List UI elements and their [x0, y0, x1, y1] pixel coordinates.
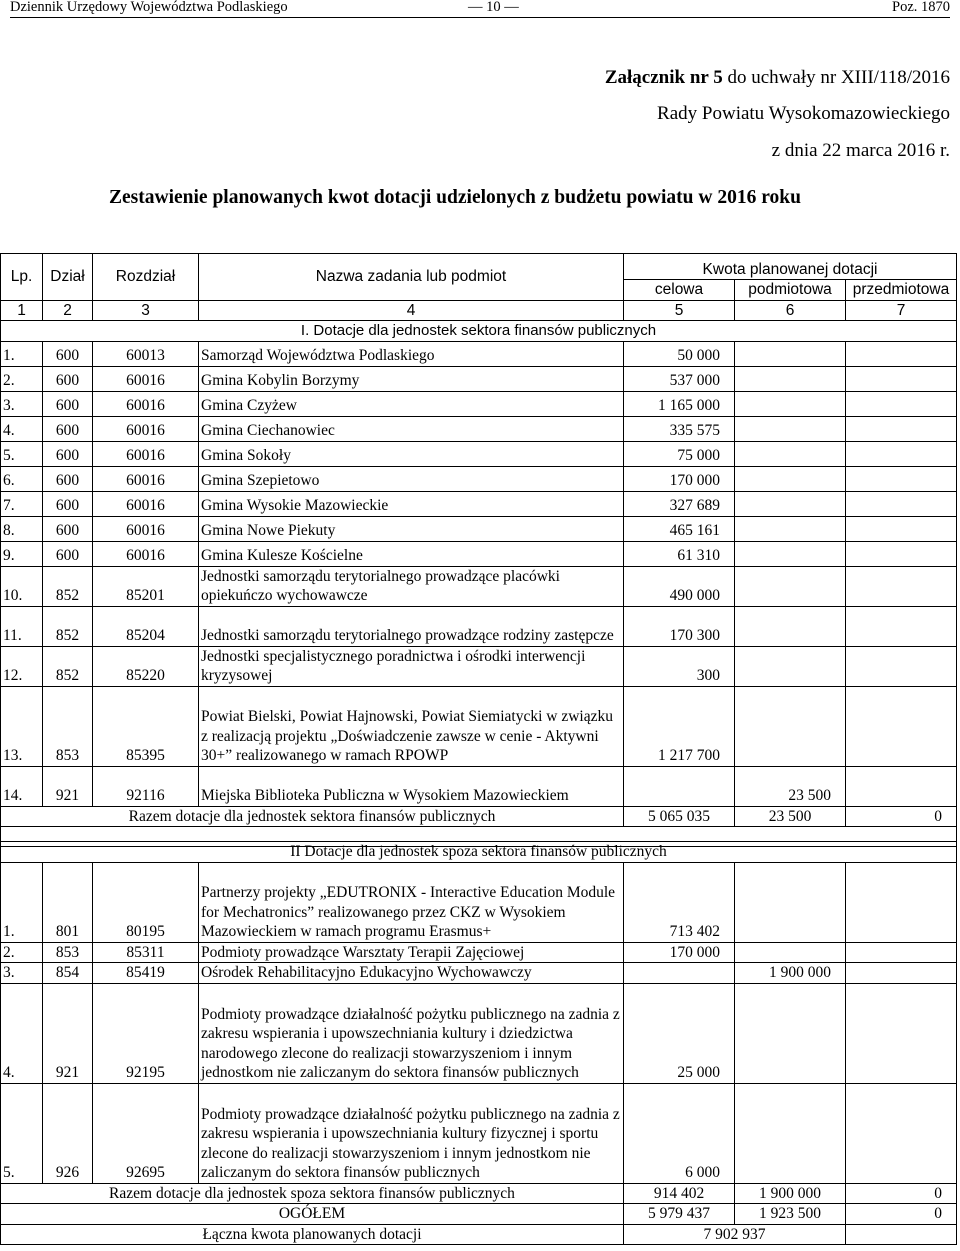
rozdzial-cell: 60016 [93, 416, 199, 441]
podmiotowa-cell [735, 862, 846, 942]
table-row [1, 942, 957, 963]
podmiotowa-cell [735, 491, 846, 516]
nazwa-cell: Samorząd Województwa Podlaskiego [199, 341, 624, 366]
col-lp: Lp. [1, 254, 43, 301]
col-number: 3 [93, 300, 199, 321]
lp-cell: 12. [1, 646, 43, 686]
celowa-cell: 170 000 [624, 466, 735, 491]
podmiotowa-cell [735, 566, 846, 606]
table-row [1, 541, 957, 566]
rozdzial-cell: 60016 [93, 366, 199, 391]
przedmiotowa-cell [846, 862, 957, 942]
annex-line-2: Rady Powiatu Wysokomazowieckiego [657, 103, 950, 124]
przedmiotowa-cell [846, 466, 957, 491]
annex-number: Załącznik nr 5 [604, 67, 723, 88]
celowa-cell: 170 300 [624, 606, 735, 646]
podmiotowa-cell [735, 441, 846, 466]
dzial-cell: 921 [43, 766, 93, 806]
celowa-cell: 6 000 [624, 1083, 735, 1183]
combined-total-row [1, 1224, 957, 1245]
dzial-cell: 801 [43, 862, 93, 942]
column-numbers-row [1, 300, 957, 321]
nazwa-cell: Gmina Kobylin Borzymy [199, 366, 624, 391]
lp-cell: 2. [1, 942, 43, 963]
celowa-cell: 1 165 000 [624, 391, 735, 416]
col-rozdzial: Rozdział [93, 254, 199, 301]
grand-total-row [1, 1204, 957, 1225]
table-header-row [1, 254, 957, 280]
celowa-cell: 25 000 [624, 983, 735, 1083]
nazwa-cell: Ośrodek Rehabilitacyjno Edukacyjno Wychowawczy [199, 963, 624, 984]
section-1-total-row [1, 806, 957, 827]
lp-cell: 1. [1, 341, 43, 366]
lp-cell: 8. [1, 516, 43, 541]
table-row [1, 366, 957, 391]
table-row [1, 766, 957, 806]
celowa-cell: 713 402 [624, 862, 735, 942]
col-number: 6 [735, 300, 846, 321]
col-przedmiotowa: przedmiotowa [846, 280, 957, 301]
nazwa-cell: Podmioty prowadzące Warsztaty Terapii Zajęciowej [199, 942, 624, 963]
nazwa-cell: Gmina Ciechanowiec [199, 416, 624, 441]
dzial-cell: 600 [43, 341, 93, 366]
position-number: Poz. 1870 [892, 0, 950, 15]
grants-table-section-2 [0, 841, 957, 1245]
lp-cell: 7. [1, 491, 43, 516]
rozdzial-cell: 85395 [93, 686, 199, 766]
section-2-total-row [1, 1183, 957, 1204]
journal-name: Dziennik Urzędowy Województwa Podlaskiego [10, 0, 288, 15]
rozdzial-cell: 80195 [93, 862, 199, 942]
przedmiotowa-cell [846, 963, 957, 984]
dzial-cell: 600 [43, 441, 93, 466]
podmiotowa-cell: 23 500 [735, 766, 846, 806]
przedmiotowa-cell [846, 983, 957, 1083]
lp-cell: 10. [1, 566, 43, 606]
grand-total-podmiotowa: 1 923 500 [735, 1204, 846, 1225]
document-title: Zestawienie planowanych kwot dotacji udzielonych z budżetu powiatu w 2016 roku [109, 187, 801, 208]
podmiotowa-cell [735, 942, 846, 963]
rozdzial-cell: 92695 [93, 1083, 199, 1183]
rozdzial-cell: 60016 [93, 441, 199, 466]
lp-cell: 13. [1, 686, 43, 766]
table-row [1, 391, 957, 416]
combined-total-label: Łączna kwota planowanych dotacji [1, 1224, 624, 1245]
nazwa-cell: Jednostki specjalistycznego poradnictwa i ośrodki interwencji kryzysowej [199, 646, 624, 686]
lp-cell: 6. [1, 466, 43, 491]
nazwa-cell: Gmina Szepietowo [199, 466, 624, 491]
podmiotowa-cell [735, 516, 846, 541]
table-row [1, 341, 957, 366]
lp-cell: 11. [1, 606, 43, 646]
section-1-total-podmiotowa: 23 500 [735, 806, 846, 827]
table-row [1, 441, 957, 466]
table-row [1, 416, 957, 441]
podmiotowa-cell [735, 416, 846, 441]
lp-cell: 3. [1, 391, 43, 416]
section-2-total-podmiotowa: 1 900 000 [735, 1183, 846, 1204]
dzial-cell: 600 [43, 366, 93, 391]
annex-resolution: do uchwały nr XIII/118/2016 [722, 67, 950, 88]
rozdzial-cell: 92116 [93, 766, 199, 806]
przedmiotowa-cell [846, 942, 957, 963]
col-celowa: celowa [624, 280, 735, 301]
table-row [1, 963, 957, 984]
table-row [1, 983, 957, 1083]
rozdzial-cell: 85201 [93, 566, 199, 606]
rozdzial-cell: 60013 [93, 341, 199, 366]
dzial-cell: 600 [43, 391, 93, 416]
section-2-total-label: Razem dotacje dla jednostek spoza sektora finansów publicznych [1, 1183, 624, 1204]
rozdzial-cell: 85419 [93, 963, 199, 984]
dzial-cell: 600 [43, 416, 93, 441]
dzial-cell: 852 [43, 566, 93, 606]
page-header [10, 0, 950, 18]
podmiotowa-cell [735, 466, 846, 491]
rozdzial-cell: 60016 [93, 516, 199, 541]
celowa-cell: 1 217 700 [624, 686, 735, 766]
lp-cell: 3. [1, 963, 43, 984]
przedmiotowa-cell [846, 391, 957, 416]
dzial-cell: 600 [43, 466, 93, 491]
section-1-title: I. Dotacje dla jednostek sektora finansów publicznych [1, 321, 957, 342]
col-number: 2 [43, 300, 93, 321]
rozdzial-cell: 60016 [93, 466, 199, 491]
podmiotowa-cell [735, 983, 846, 1083]
rozdzial-cell: 85204 [93, 606, 199, 646]
lp-cell: 4. [1, 416, 43, 441]
przedmiotowa-cell [846, 686, 957, 766]
przedmiotowa-cell [846, 606, 957, 646]
podmiotowa-cell [735, 341, 846, 366]
celowa-cell: 170 000 [624, 942, 735, 963]
section-1-rows [1, 341, 957, 806]
col-number: 7 [846, 300, 957, 321]
table-row [1, 516, 957, 541]
dzial-cell: 921 [43, 983, 93, 1083]
nazwa-cell: Jednostki samorządu terytorialnego prowadzące rodziny zastępcze [199, 606, 624, 646]
lp-cell: 2. [1, 366, 43, 391]
dzial-cell: 852 [43, 606, 93, 646]
table-row [1, 862, 957, 942]
podmiotowa-cell [735, 391, 846, 416]
rozdzial-cell: 60016 [93, 391, 199, 416]
section-title-row [1, 842, 957, 863]
przedmiotowa-cell [846, 516, 957, 541]
przedmiotowa-cell [846, 646, 957, 686]
table-row [1, 606, 957, 646]
przedmiotowa-cell [846, 541, 957, 566]
grand-total-przedmiotowa: 0 [846, 1204, 957, 1225]
nazwa-cell: Podmioty prowadzące działalność pożytku publicznego na zadnia z zakresu wspierania i upowszechniania kultury fizycznej i sportu zlecone do realizacji stowarzyszeniom i innym jednostkom nie zaliczanym do sektora finansów publicznych [199, 1083, 624, 1183]
dzial-cell: 600 [43, 491, 93, 516]
grand-total-celowa: 5 979 437 [624, 1204, 735, 1225]
col-number: 4 [199, 300, 624, 321]
rozdzial-cell: 60016 [93, 541, 199, 566]
rozdzial-cell: 60016 [93, 491, 199, 516]
celowa-cell [624, 766, 735, 806]
dzial-cell: 852 [43, 646, 93, 686]
table-row [1, 686, 957, 766]
section-1-total-label: Razem dotacje dla jednostek sektora finansów publicznych [1, 806, 624, 827]
nazwa-cell: Gmina Czyżew [199, 391, 624, 416]
celowa-cell: 75 000 [624, 441, 735, 466]
dzial-cell: 853 [43, 686, 93, 766]
annex-line-1 [605, 67, 950, 89]
table-row [1, 466, 957, 491]
przedmiotowa-cell [846, 491, 957, 516]
podmiotowa-cell [735, 646, 846, 686]
nazwa-cell: Powiat Bielski, Powiat Hajnowski, Powiat Siemiatycki w związku z realizacją projektu „Doświadczenie zawsze w cenie - Aktywni 30+” realizowanego w ramach RPOWP [199, 686, 624, 766]
lp-cell: 1. [1, 862, 43, 942]
table-row [1, 491, 957, 516]
nazwa-cell: Gmina Nowe Piekuty [199, 516, 624, 541]
podmiotowa-cell: 1 900 000 [735, 963, 846, 984]
section-1-total-przedmiotowa: 0 [846, 806, 957, 827]
lp-cell: 9. [1, 541, 43, 566]
grand-total-label: OGÓŁEM [1, 1204, 624, 1225]
nazwa-cell: Podmioty prowadzące działalność pożytku publicznego na zadnia z zakresu wspierania i upowszechniania kultury i dziedzictwa narodowego zlecone do realizacji stowarzyszeniom i innym jednostkom nie zaliczanym do sektora finansów publicznych [199, 983, 624, 1083]
col-nazwa: Nazwa zadania lub podmiot [199, 254, 624, 301]
przedmiotowa-cell [846, 341, 957, 366]
nazwa-cell: Jednostki samorządu terytorialnego prowadzące placówki opiekuńczo wychowawcze [199, 566, 624, 606]
przedmiotowa-cell [846, 441, 957, 466]
col-kwota: Kwota planowanej dotacji [624, 254, 957, 280]
celowa-cell: 335 575 [624, 416, 735, 441]
table-row [1, 1083, 957, 1183]
rozdzial-cell: 85220 [93, 646, 199, 686]
grants-table-section-1 [0, 253, 957, 847]
empty-cell [846, 1224, 957, 1245]
col-dzial: Dział [43, 254, 93, 301]
section-1-total-celowa: 5 065 035 [624, 806, 735, 827]
nazwa-cell: Gmina Kulesze Kościelne [199, 541, 624, 566]
lp-cell: 14. [1, 766, 43, 806]
dzial-cell: 600 [43, 541, 93, 566]
celowa-cell: 300 [624, 646, 735, 686]
podmiotowa-cell [735, 366, 846, 391]
rozdzial-cell: 92195 [93, 983, 199, 1083]
section-title-row [1, 321, 957, 342]
celowa-cell: 465 161 [624, 516, 735, 541]
celowa-cell [624, 963, 735, 984]
przedmiotowa-cell [846, 566, 957, 606]
table-row [1, 646, 957, 686]
lp-cell: 4. [1, 983, 43, 1083]
celowa-cell: 537 000 [624, 366, 735, 391]
celowa-cell: 490 000 [624, 566, 735, 606]
przedmiotowa-cell [846, 366, 957, 391]
section-2-rows [1, 862, 957, 1183]
section-2-total-celowa: 914 402 [624, 1183, 735, 1204]
section-2-title: II Dotacje dla jednostek spoza sektora finansów publicznych [1, 842, 957, 863]
dzial-cell: 600 [43, 516, 93, 541]
dzial-cell: 853 [43, 942, 93, 963]
podmiotowa-cell [735, 541, 846, 566]
przedmiotowa-cell [846, 1083, 957, 1183]
col-number: 5 [624, 300, 735, 321]
nazwa-cell: Miejska Biblioteka Publiczna w Wysokiem Mazowieckiem [199, 766, 624, 806]
przedmiotowa-cell [846, 766, 957, 806]
podmiotowa-cell [735, 1083, 846, 1183]
annex-line-3: z dnia 22 marca 2016 r. [771, 140, 950, 161]
nazwa-cell: Gmina Wysokie Mazowieckie [199, 491, 624, 516]
col-podmiotowa: podmiotowa [735, 280, 846, 301]
page-number: — 10 — [468, 0, 519, 15]
dzial-cell: 854 [43, 963, 93, 984]
section-2-total-przedmiotowa: 0 [846, 1183, 957, 1204]
dzial-cell: 926 [43, 1083, 93, 1183]
lp-cell: 5. [1, 1083, 43, 1183]
podmiotowa-cell [735, 606, 846, 646]
rozdzial-cell: 85311 [93, 942, 199, 963]
celowa-cell: 327 689 [624, 491, 735, 516]
podmiotowa-cell [735, 686, 846, 766]
przedmiotowa-cell [846, 416, 957, 441]
nazwa-cell: Gmina Sokoły [199, 441, 624, 466]
table-row [1, 566, 957, 606]
celowa-cell: 61 310 [624, 541, 735, 566]
combined-total-value: 7 902 937 [624, 1224, 846, 1245]
celowa-cell: 50 000 [624, 341, 735, 366]
col-number: 1 [1, 300, 43, 321]
lp-cell: 5. [1, 441, 43, 466]
nazwa-cell: Partnerzy projekty „EDUTRONIX - Interactive Education Module for Mechatronics” realizowanego przez CKZ w Wysokiem Mazowieckiem w ramach programu Erasmus+ [199, 862, 624, 942]
